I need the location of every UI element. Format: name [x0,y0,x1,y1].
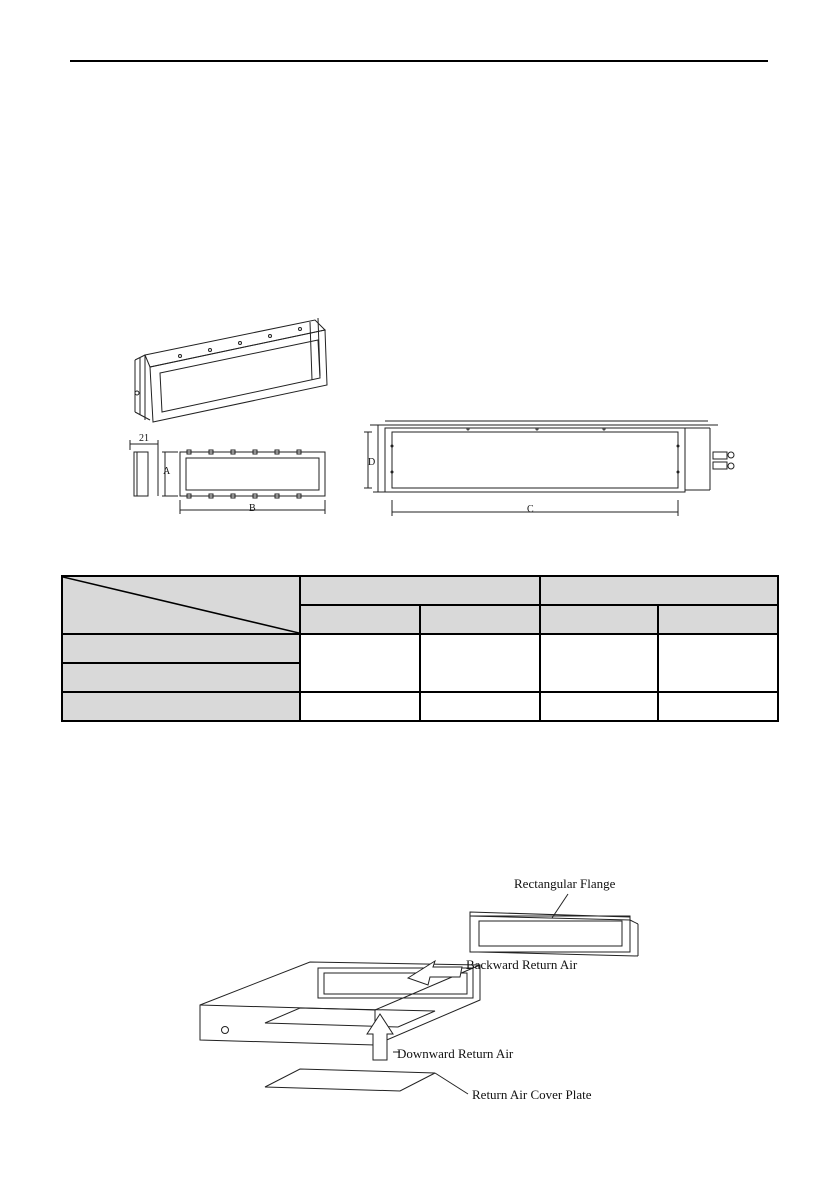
dim-d-label: D [368,457,376,468]
rectangular-flange-part [470,894,638,956]
rectangular-flange-label: Rectangular Flange [514,876,616,891]
downward-return-air-label: Downward Return Air [397,1046,514,1061]
return-air-cover-plate-label: Return Air Cover Plate [472,1087,592,1102]
downward-arrow-icon [367,1014,393,1060]
dim-a-label: A [163,466,171,477]
dim-c-label: C [527,504,534,515]
backward-return-air-label: Backward Return Air [466,957,578,972]
dim-b-label: B [249,503,256,514]
return-air-cover-plate-part [265,1069,468,1094]
dim-21-label: 21 [139,433,149,444]
